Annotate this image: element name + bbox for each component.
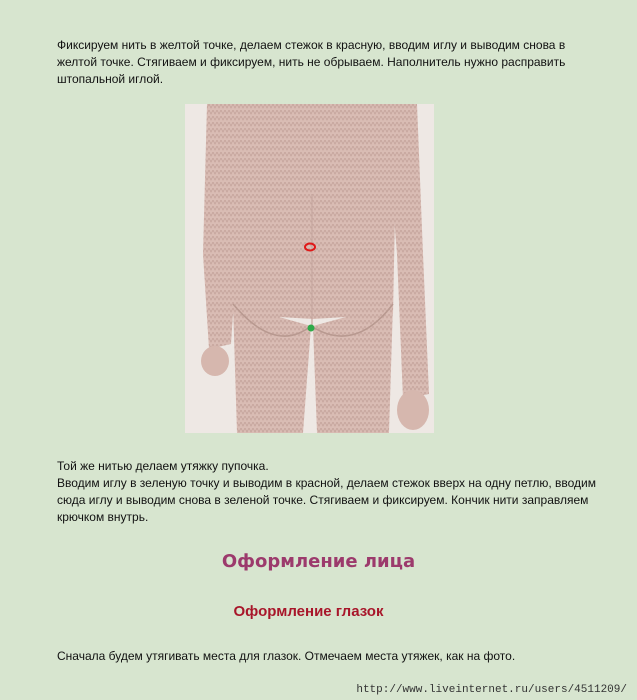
- instruction-line-stitch: Вводим иглу в зеленую точку и выводим в красной, делаем стежок вверх на одну петлю, вводим сюда иглу и выводим снова в зеленой точке. Стягиваем и фиксируем. Кончик нити заправляем крючком внутрь.: [57, 476, 597, 524]
- instruction-paragraph-3: Сначала будем утягивать места для глазок. Отмечаем места утяжек, как на фото.: [57, 649, 516, 663]
- instruction-line-navel: Той же нитью делаем утяжку пупочка.: [57, 459, 269, 473]
- doll-illustration: [185, 104, 434, 433]
- source-url-watermark: http://www.liveinternet.ru/users/4511209/: [356, 684, 627, 696]
- knitted-doll-body-photo: [185, 104, 434, 433]
- instruction-paragraph-2: [57, 458, 602, 526]
- subsection-heading-eyes: Оформление глазок: [233, 603, 384, 620]
- green-stitch-marker: [308, 325, 315, 332]
- section-heading-face: Оформление лица: [221, 551, 416, 572]
- instruction-paragraph-1: Фиксируем нить в желтой точке, делаем стежок в красную, вводим иглу и выводим снова в желтой точке. Стягиваем и фиксируем, нить не обрываем. Наполнитель нужно расправить штопальной иглой.: [57, 38, 566, 86]
